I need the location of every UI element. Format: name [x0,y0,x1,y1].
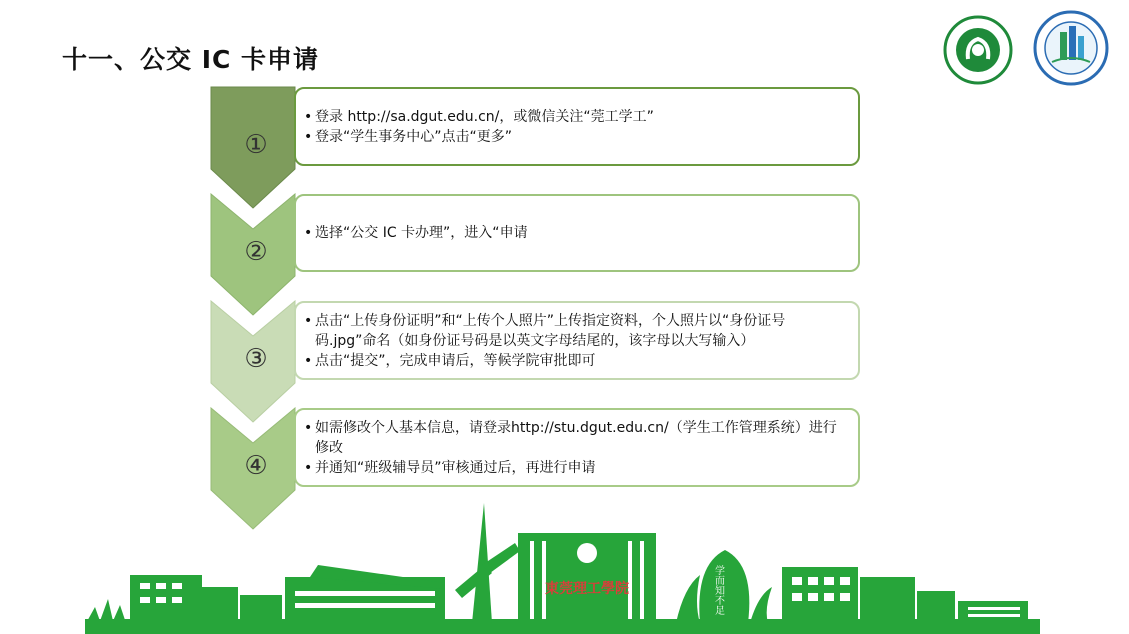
step-1-bullet-1: • 登录 http://sa.dgut.edu.cn/，或微信关注“莞工学工” [304,108,654,125]
step-2-number: ② [244,237,268,267]
step-1-bullet-2: • 登录“学生事务中心”点击“更多” [304,128,513,145]
step-2-card [294,194,860,272]
step-2-bullet-1: • 选择“公交 IC 卡办理”，进入“申请 [304,225,528,241]
campus-skyline-illustration [0,495,1129,634]
college-logo [1030,10,1112,86]
step-3-bullet-1: • 点击“上传身份证明”和“上传个人照片”上传指定资料，个人照片以“身份证号码.jpg”命名（如身份证号码是以英文字母结尾的，该字母以大写输入） [304,312,786,349]
university-logo [938,15,1018,85]
step-4-bullet-1: • 如需修改个人基本信息，请登录http://stu.dgut.edu.cn/（学生工作管理系统）进行修改 [304,419,837,456]
step-3-card [294,301,860,380]
step-4-bullet-2: • 并通知“班级辅导员”审核通过后，再进行申请 [304,459,596,476]
step-1-number: ① [244,130,268,160]
page-title: 十一、公交 IC 卡申请 [62,45,320,74]
step-1-card [294,87,860,166]
rock-inscription: 学而知不足 [712,565,724,615]
step-4-card [294,408,860,487]
step-3-number: ③ [244,344,268,374]
step-3-bullet-2: • 点击“提交”，完成申请后，等候学院审批即可 [304,352,596,369]
step-4-number: ④ [244,451,268,481]
gate-inscription: 東莞理工學院 [545,581,629,597]
